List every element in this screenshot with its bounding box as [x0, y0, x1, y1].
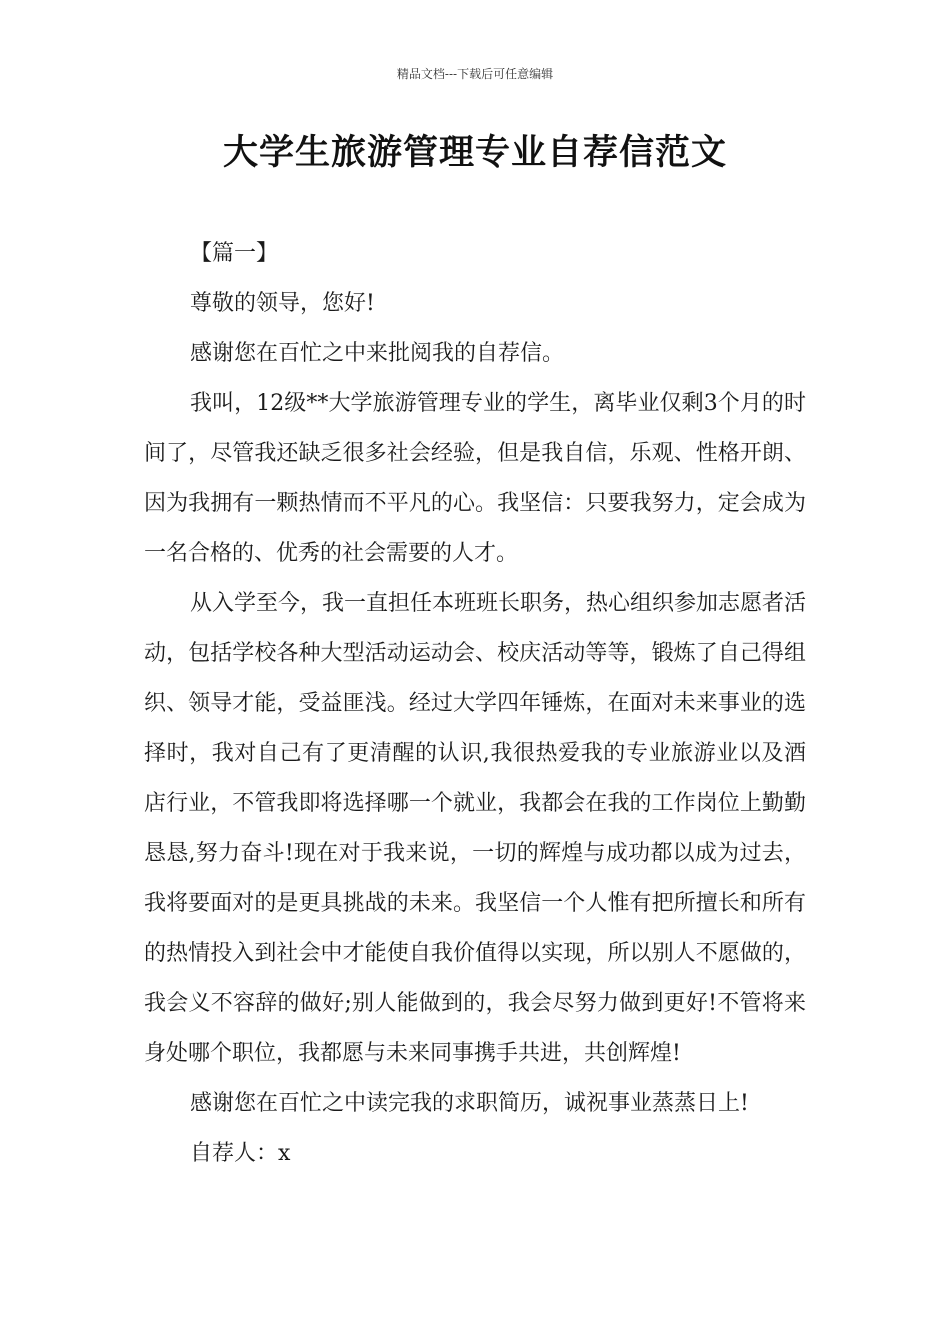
- salutation: 尊敬的领导，您好!: [190, 291, 375, 316]
- document-body: [144, 229, 806, 1179]
- experience-paragraph: 从入学至今，我一直担任本班班长职务，热心组织参加志愿者活动，包括学校各种大型活动运动会、校庆活动等等，锻炼了自己得组织、领导才能，受益匪浅。经过大学四年锤炼，在面对未来事业的选择时，我对自己有了更清醒的认识,我很热爱我的专业旅游业以及酒店行业，不管我即将选择哪一个就业，我都会在我的工作岗位上勤勤恳恳,努力奋斗!现在对于我来说，一切的辉煌与成功都以成为过去，我将要面对的是更具挑战的未来。我坚信一个人惟有把所擅长和所有的热情投入到社会中才能使自我价值得以实现，所以别人不愿做的，我会义不容辞的做好;别人能做到的，我会尽努力做到更好!不管将来身处哪个职位，我都愿与未来同事携手共进，共创辉煌!: [144, 591, 807, 1066]
- header-note: 精品文档---下载后可任意编辑: [396, 67, 554, 81]
- section-label: 【篇一】: [190, 241, 279, 266]
- closing-paragraph: 感谢您在百忙之中读完我的求职简历，诚祝事业蒸蒸日上!: [190, 1091, 749, 1116]
- signature-line: 自荐人：x: [190, 1141, 291, 1166]
- document-title: 大学生旅游管理专业自荐信范文: [222, 133, 727, 173]
- self-introduction-paragraph: 我叫，12级**大学旅游管理专业的学生，离毕业仅剩3个月的时间了，尽管我还缺乏很多社会经验，但是我自信，乐观、性格开朗、因为我拥有一颗热情而不平凡的心。我坚信：只要我努力，定会成为一名合格的、优秀的社会需要的人才。: [144, 391, 806, 566]
- intro-paragraph: 感谢您在百忙之中来批阅我的自荐信。: [190, 341, 565, 366]
